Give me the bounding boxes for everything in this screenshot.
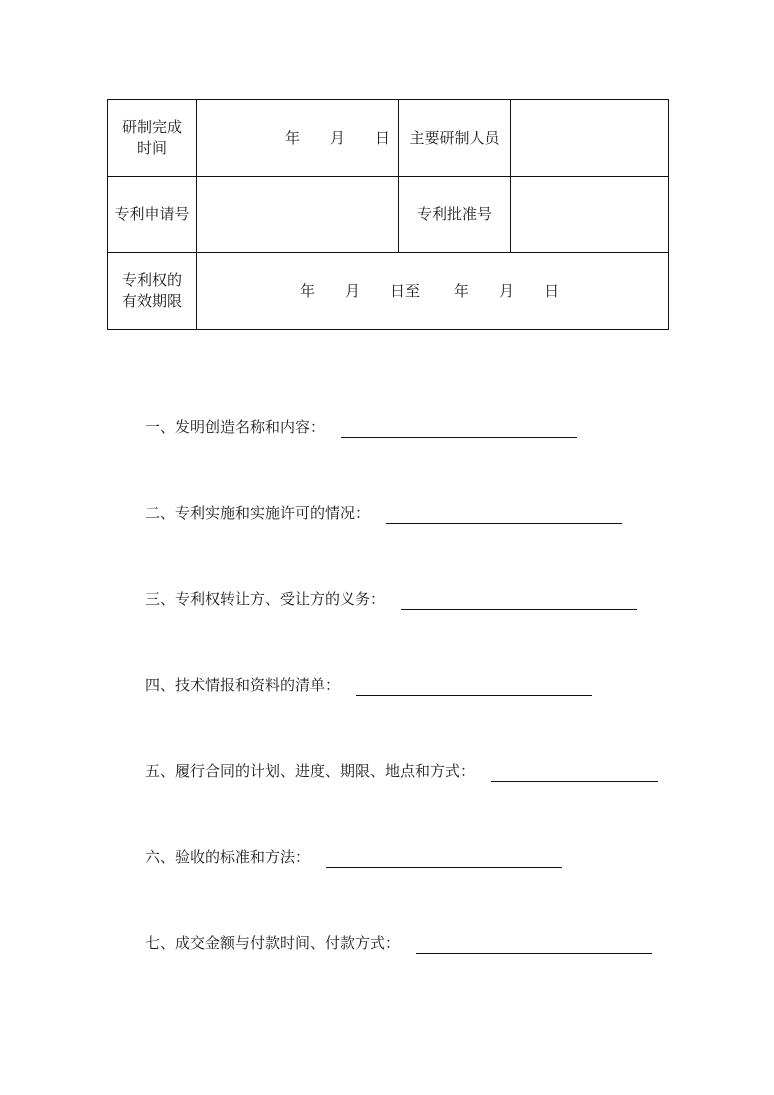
start-day-label: 日至	[390, 281, 421, 300]
completion-time-label: 研制完成时间	[108, 100, 197, 177]
clause-patent-implementation: 二、专利实施和实施许可的情况：	[145, 502, 622, 524]
clause-invention-name: 一、发明创造名称和内容：	[145, 416, 577, 438]
patent-approval-number-cell[interactable]	[511, 177, 669, 253]
blank-line[interactable]	[401, 593, 637, 610]
patent-application-number-cell[interactable]	[197, 177, 399, 253]
blank-line[interactable]	[491, 765, 658, 782]
day-label: 日	[374, 128, 390, 147]
clause-acceptance: 六、验收的标准和方法：	[145, 846, 562, 868]
clause-technical-info: 四、技术情报和资料的清单：	[145, 674, 592, 696]
blank-line[interactable]	[341, 421, 577, 438]
clause-payment: 七、成交金额与付款时间、付款方式：	[145, 932, 652, 954]
end-month-label: 月	[499, 281, 515, 300]
blank-line[interactable]	[356, 679, 592, 696]
start-month-label: 月	[345, 281, 361, 300]
year-label: 年	[284, 128, 300, 147]
patent-application-number-label: 专利申请号	[108, 177, 197, 253]
patent-approval-number-label: 专利批准号	[399, 177, 511, 253]
patent-validity-label: 专利权的有效期限	[108, 253, 197, 330]
clause-obligations: 三、专利权转让方、受让方的义务：	[145, 588, 637, 610]
clause-performance-plan: 五、履行合同的计划、进度、期限、地点和方式：	[145, 760, 658, 782]
month-label: 月	[329, 128, 345, 147]
table-row	[108, 100, 669, 177]
end-year-label: 年	[454, 281, 470, 300]
table-row	[108, 253, 669, 330]
end-day-label: 日	[544, 281, 560, 300]
patent-info-table	[107, 99, 669, 330]
blank-line[interactable]	[386, 507, 622, 524]
start-year-label: 年	[300, 281, 316, 300]
main-developers-label: 主要研制人员	[399, 100, 511, 177]
completion-date-cell[interactable]	[197, 100, 399, 177]
table-row	[108, 177, 669, 253]
blank-line[interactable]	[416, 937, 652, 954]
main-developers-cell[interactable]	[511, 100, 669, 177]
blank-line[interactable]	[326, 851, 562, 868]
patent-validity-period-cell[interactable]	[197, 253, 669, 330]
